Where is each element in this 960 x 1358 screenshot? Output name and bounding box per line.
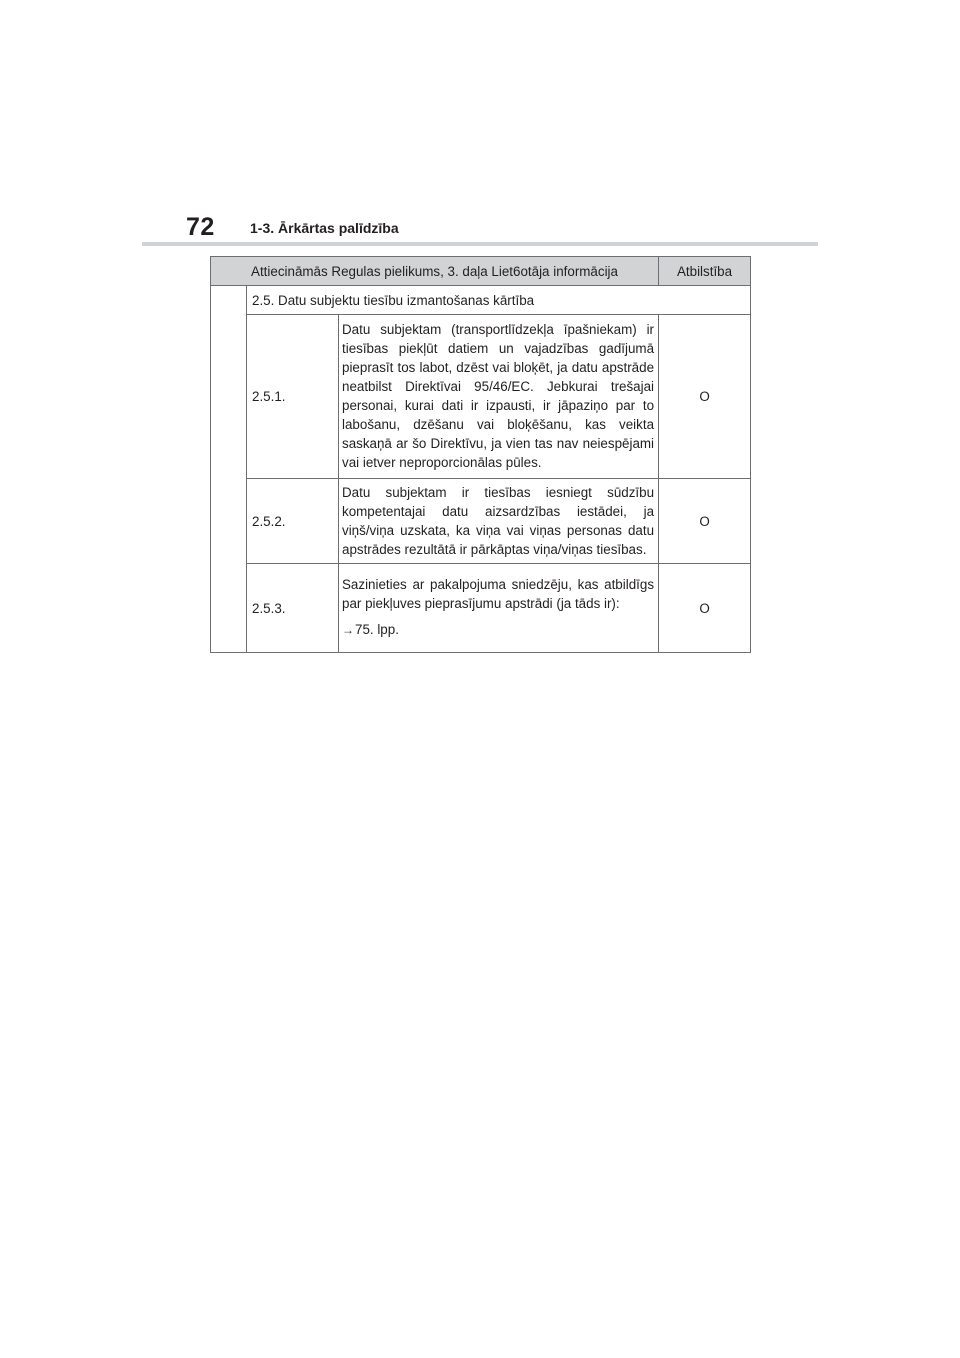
row-number: 2.5.2. [247, 479, 339, 564]
row-text [339, 315, 659, 479]
column-header-info: Attiecināmās Regulas pielikums, 3. daļa Liet6otāja informācija [211, 257, 659, 286]
page-number: 72 [186, 213, 215, 241]
arrow-right-icon: → [342, 623, 354, 637]
subheading-cell: 2.5. Datu subjektu tiesību izmantošanas kārtība [247, 286, 751, 315]
table-subheading-row [211, 286, 751, 315]
page-reference [342, 620, 654, 640]
column-header-compliance: Atbilstība [659, 257, 751, 286]
table-header-row [211, 257, 751, 286]
table-row [211, 315, 751, 479]
page-header [0, 0, 960, 246]
table-row [211, 479, 751, 564]
row-number: 2.5.3. [247, 564, 339, 653]
indent-cell [211, 286, 247, 653]
row-compliance: O [659, 315, 751, 479]
row-text-paragraph: Datu subjektam (transportlīdzekļa īpašniekam) ir tiesības piekļūt datiem un vajadzības gadījumā pieprasīt tos labot, dzēst vai bloķēt, ja datu apstrāde neatbilst Direktīvai 95/46/EC. Jebkurai trešajai personai, kurai dati ir izpausti, ir jāpaziņo par to labošanu, dzēšanu vai bloķēšanu, kas veikta saskaņā ar šo Direktīvu, ja vien tas nav neiespējami vai ietver neproporcionālas pūles. [342, 322, 655, 470]
section-title: 1-3. Ārkārtas palīdzība [250, 220, 399, 236]
row-compliance: O [659, 479, 751, 564]
row-text-paragraph: Datu subjektam ir tiesības iesniegt sūdzību kompetentajai datu aizsardzības iestādei, ja viņš/viņa uzskata, ka viņa vai viņas personas datu apstrādes rezultātā ir pārkāptas viņa/viņas tiesības. [342, 484, 655, 557]
row-number: 2.5.1. [247, 315, 339, 479]
row-text [339, 479, 659, 564]
row-text-paragraph: Sazinieties ar pakalpojuma sniedzēju, kas atbildīgs par piekļuves pieprasījumu apstrādi (ja tāds ir): [342, 577, 655, 611]
regulation-info-table [210, 256, 751, 653]
table-row [211, 564, 751, 653]
row-text [339, 564, 659, 653]
header-divider [142, 242, 818, 246]
row-compliance: O [659, 564, 751, 653]
page-reference-text: 75. lpp. [355, 622, 399, 637]
